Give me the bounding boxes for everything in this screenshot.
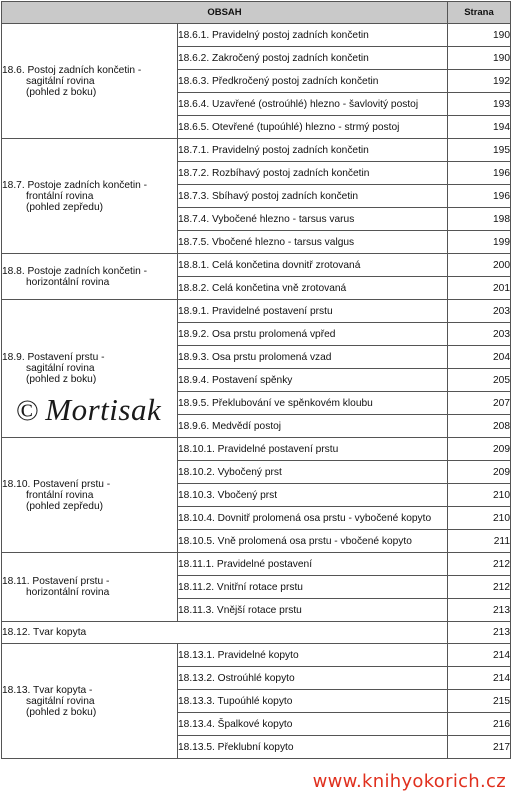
page-number: 199: [448, 231, 511, 254]
page-number: 216: [448, 713, 511, 736]
toc-row: [2, 644, 511, 667]
page-number: 210: [448, 484, 511, 507]
section-title-line: 18.7. Postoje zadních končetin -: [2, 179, 147, 191]
toc-row: [2, 438, 511, 461]
section-title-line: 18.10. Postavení prstu -: [2, 478, 111, 490]
subsection-label: 18.10.3. Vbočený prst: [178, 484, 448, 507]
section-title: [2, 438, 178, 553]
section-title: [2, 24, 178, 139]
toc-body: [2, 24, 511, 759]
subsection-label: 18.9.5. Překlubování ve spěnkovém kloubu: [178, 392, 448, 415]
subsection-label: 18.11.1. Pravidelné postavení: [178, 553, 448, 576]
subsection-label: 18.10.5. Vně prolomená osa prstu - vbočené kopyto: [178, 530, 448, 553]
subsection-label: 18.9.2. Osa prstu prolomená vpřed: [178, 323, 448, 346]
subsection-label: 18.6.4. Uzavřené (ostroúhlé) hlezno - šavlovitý postoj: [178, 93, 448, 116]
page-number: 209: [448, 438, 511, 461]
section-title: [2, 254, 178, 300]
page-number: 214: [448, 667, 511, 690]
section-title-line: (pohled z boku): [26, 706, 97, 718]
toc-row: [2, 300, 511, 323]
toc-row: [2, 139, 511, 162]
subsection-label: 18.7.1. Pravidelný postoj zadních končetin: [178, 139, 448, 162]
page-number: 208: [448, 415, 511, 438]
page-number: 207: [448, 392, 511, 415]
section-title-line: (pohled zepředu): [26, 500, 104, 512]
section-title-line: horizontální rovina: [26, 587, 110, 598]
page-number: 205: [448, 369, 511, 392]
subsection-label: 18.7.4. Vybočené hlezno - tarsus varus: [178, 208, 448, 231]
subsection-label: 18.6.3. Předkročený postoj zadních končetin: [178, 70, 448, 93]
page-number: 201: [448, 277, 511, 300]
section-row: [2, 622, 511, 644]
page-number: 198: [448, 208, 511, 231]
page-number: 214: [448, 644, 511, 667]
subsection-label: 18.13.5. Překlubní kopyto: [178, 736, 448, 759]
subsection-label: 18.10.4. Dovnitř prolomená osa prstu - vybočené kopyto: [178, 507, 448, 530]
page-number: 213: [448, 599, 511, 622]
subsection-label: 18.13.3. Tupoúhlé kopyto: [178, 690, 448, 713]
subsection-label: 18.7.2. Rozbíhavý postoj zadních končetin: [178, 162, 448, 185]
page-number: 215: [448, 690, 511, 713]
section-title: [2, 139, 178, 254]
section-title: [2, 644, 178, 759]
section-title-line: 18.11. Postavení prstu -: [2, 576, 110, 587]
toc-table: [1, 1, 511, 759]
page-number: 211: [448, 530, 511, 553]
section-title-line: horizontální rovina: [26, 276, 110, 288]
section-title-line: 18.13. Tvar kopyta -: [2, 684, 93, 696]
section-title-line: (pohled z boku): [26, 374, 97, 385]
subsection-label: 18.10.1. Pravidelné postavení prstu: [178, 438, 448, 461]
copyright-symbol: ©: [16, 394, 40, 427]
page-number: 212: [448, 576, 511, 599]
section-title-line: (pohled zepředu): [26, 201, 104, 213]
toc-row: [2, 24, 511, 47]
section-title: [2, 553, 178, 622]
section-title-line: 18.9. Postavení prstu -: [2, 352, 105, 363]
page-header: Strana: [448, 2, 511, 24]
page-number: 209: [448, 461, 511, 484]
toc-header-row: [2, 2, 511, 24]
subsection-label: 18.11.3. Vnější rotace prstu: [178, 599, 448, 622]
toc-row: [2, 254, 511, 277]
page-number: 196: [448, 185, 511, 208]
subsection-label: 18.13.2. Ostroúhlé kopyto: [178, 667, 448, 690]
page-number: 195: [448, 139, 511, 162]
subsection-label: 18.11.2. Vnitřní rotace prstu: [178, 576, 448, 599]
copyright-watermark: [16, 392, 161, 428]
subsection-label: 18.13.4. Špalkové kopyto: [178, 713, 448, 736]
page-number: 213: [448, 622, 511, 644]
page-number: 203: [448, 300, 511, 323]
page-number: 190: [448, 24, 511, 47]
subsection-label: 18.9.6. Medvědí postoj: [178, 415, 448, 438]
section-title-line: 18.6. Postoj zadních končetin -: [2, 64, 142, 76]
watermark-name: Mortisak: [45, 392, 162, 427]
page-number: 196: [448, 162, 511, 185]
subsection-label: 18.9.3. Osa prstu prolomená vzad: [178, 346, 448, 369]
page-number: 203: [448, 323, 511, 346]
subsection-label: 18.7.5. Vbočené hlezno - tarsus valgus: [178, 231, 448, 254]
site-url[interactable]: www.knihyokorich.cz: [312, 771, 506, 792]
subsection-label: 18.8.1. Celá končetina dovnitř zrotovaná: [178, 254, 448, 277]
subsection-label: 18.9.4. Postavení spěnky: [178, 369, 448, 392]
section-title-line: sagitální rovina: [26, 695, 95, 707]
page-number: 193: [448, 93, 511, 116]
subsection-label: 18.7.3. Sbíhavý postoj zadních končetin: [178, 185, 448, 208]
page-number: 204: [448, 346, 511, 369]
section-title-line: sagitální rovina: [26, 363, 95, 374]
page-number: 192: [448, 70, 511, 93]
subsection-label: 18.6.5. Otevřené (tupoúhlé) hlezno - strmý postoj: [178, 116, 448, 139]
content-header: OBSAH: [2, 2, 448, 24]
subsection-label: 18.9.1. Pravidelné postavení prstu: [178, 300, 448, 323]
page-number: 190: [448, 47, 511, 70]
page-number: 200: [448, 254, 511, 277]
section-title-line: 18.8. Postoje zadních končetin -: [2, 265, 147, 277]
page-number: 212: [448, 553, 511, 576]
page-number: 194: [448, 116, 511, 139]
section-title-line: (pohled z boku): [26, 86, 97, 98]
section-title-line: frontální rovina: [26, 489, 94, 501]
subsection-label: 18.6.1. Pravidelný postoj zadních končetin: [178, 24, 448, 47]
section-title: 18.12. Tvar kopyta: [2, 622, 448, 644]
section-title-line: sagitální rovina: [26, 75, 95, 87]
subsection-label: 18.8.2. Celá končetina vně zrotovaná: [178, 277, 448, 300]
page-number: 217: [448, 736, 511, 759]
subsection-label: 18.6.2. Zakročený postoj zadních končetin: [178, 47, 448, 70]
subsection-label: 18.10.2. Vybočený prst: [178, 461, 448, 484]
subsection-label: 18.13.1. Pravidelné kopyto: [178, 644, 448, 667]
page-number: 210: [448, 507, 511, 530]
toc-row: [2, 553, 511, 576]
section-title-line: frontální rovina: [26, 190, 94, 202]
